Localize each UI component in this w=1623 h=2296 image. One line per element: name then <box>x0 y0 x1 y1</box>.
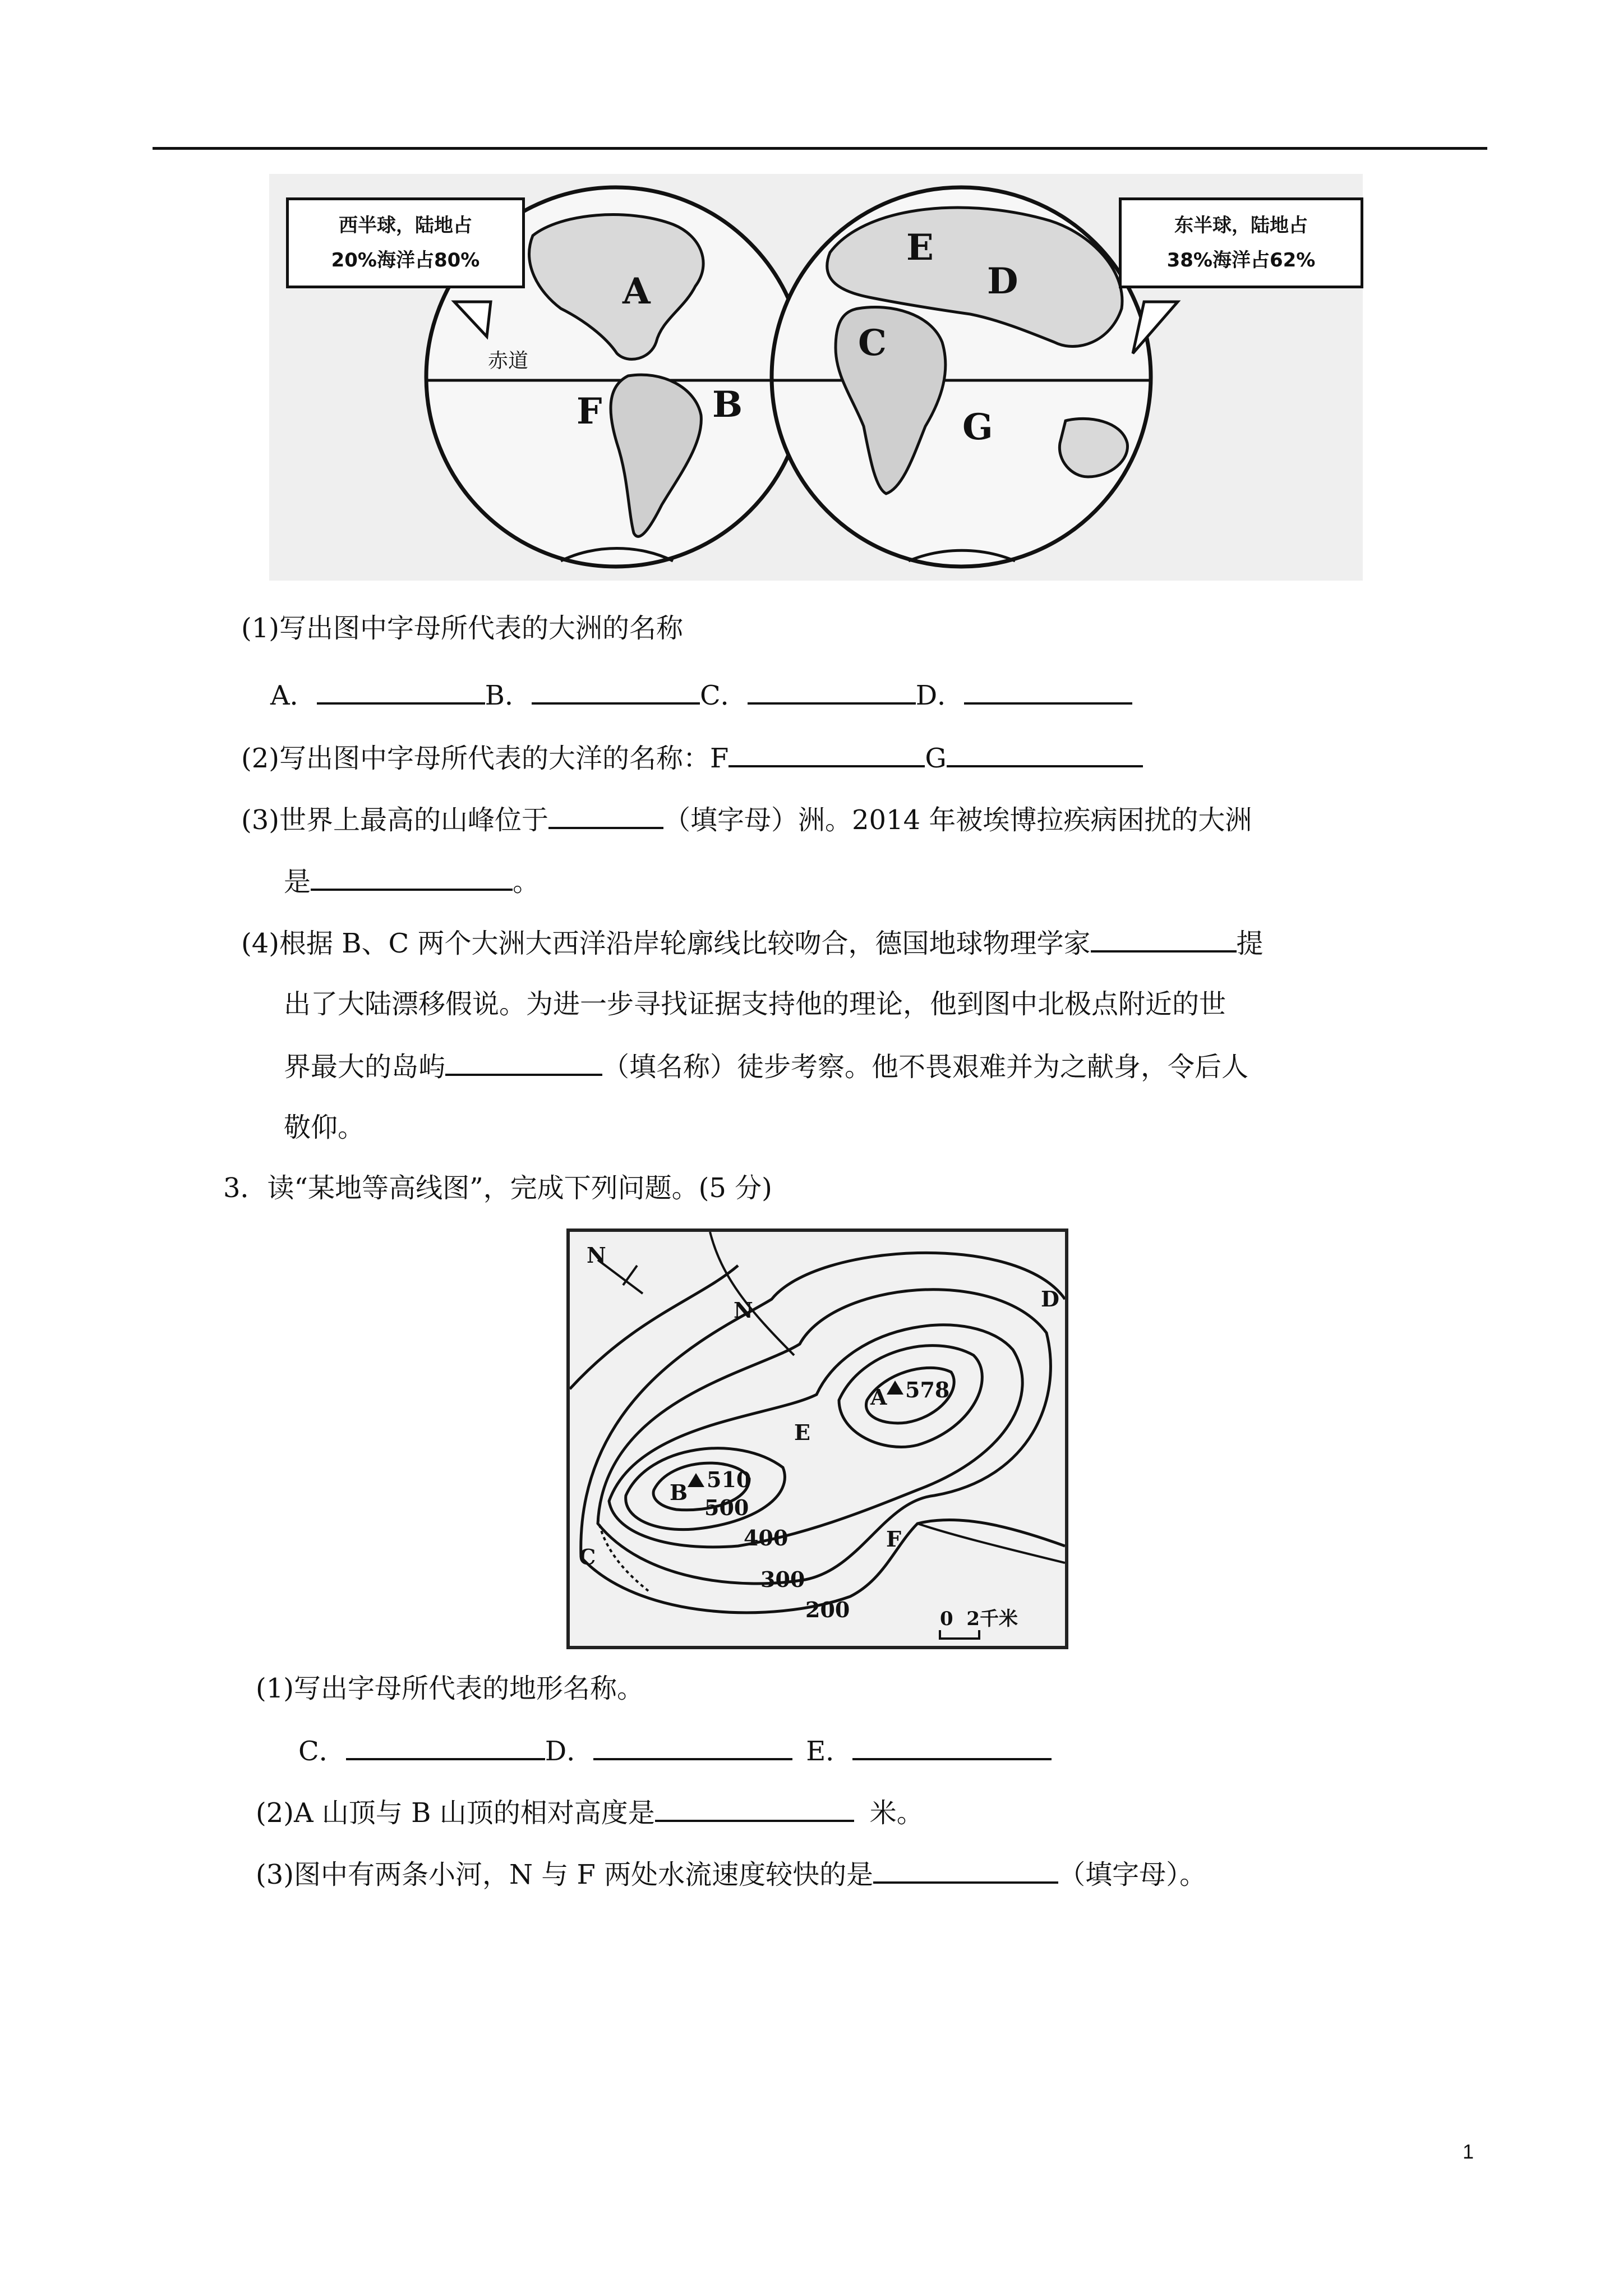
label-e-terrain: E． <box>806 1736 853 1767</box>
answer-blank-terrain-c[interactable] <box>346 1733 545 1760</box>
q3-title: 3．读“某地等高线图”，完成下列问题。(5 分) <box>223 1172 772 1204</box>
contour-label-400: 400 <box>744 1525 789 1550</box>
point-b-label: B <box>670 1480 688 1505</box>
map-letter-f: F <box>577 390 602 432</box>
answer-blank-d[interactable] <box>964 678 1132 705</box>
map-letter-c: C <box>858 322 887 364</box>
point-f-label: F <box>886 1526 901 1552</box>
q3-part3-row <box>256 1857 1206 1892</box>
point-n-label: N <box>734 1297 753 1323</box>
q2-part3-row-1 <box>241 802 1252 837</box>
q2-part2-row <box>241 740 1143 775</box>
page-number: 1 <box>1463 2140 1474 2163</box>
label-d: D． <box>915 680 965 711</box>
map-letter-b: B <box>712 384 743 426</box>
map-letter-g: G <box>962 406 993 448</box>
contour-label-200: 200 <box>805 1597 850 1622</box>
contour-label-300: 300 <box>760 1567 805 1592</box>
east-callout-line-1: 东半球，陆地占 <box>1174 214 1308 237</box>
q2-part3-text-c: 是 <box>284 866 311 898</box>
q3-part2-text-b: 米。 <box>869 1797 924 1829</box>
west-callout-line-2: 20%海洋占80% <box>331 249 480 272</box>
west-hemisphere-callout <box>286 197 525 288</box>
contour-map-drawing <box>570 1232 1065 1646</box>
map-letter-d: D <box>987 260 1018 302</box>
peak-b-marker <box>688 1473 704 1487</box>
q2-part4-text-a: (4)根据 B、C 两个大洲大西洋沿岸轮廓线比较吻合，德国地球物理学家 <box>241 928 1091 959</box>
peak-b-elevation: 510 <box>707 1467 751 1492</box>
north-label: N <box>587 1243 606 1268</box>
label-c-terrain: C． <box>298 1736 346 1767</box>
q3-part3-text-b: （填字母）。 <box>1058 1859 1207 1890</box>
answer-blank-ebola-continent[interactable] <box>311 864 513 891</box>
answer-blank-b[interactable] <box>532 678 700 705</box>
q3-part1-blanks-row <box>298 1733 1052 1768</box>
point-c-label: C <box>579 1544 596 1570</box>
answer-blank-c[interactable] <box>748 678 916 705</box>
label-d-terrain: D． <box>545 1736 594 1767</box>
hemisphere-map-figure <box>269 174 1363 581</box>
q2-part4-row-3 <box>284 1049 1248 1084</box>
q2-part3-text-b: （填字母）洲。2014 年被埃博拉疾病困扰的大洲 <box>663 804 1252 836</box>
river-n <box>710 1232 794 1355</box>
label-b: B． <box>485 680 532 711</box>
map-letter-a: A <box>623 270 651 312</box>
contour-300 <box>598 1290 1050 1584</box>
peak-a-marker <box>887 1381 903 1395</box>
scale-label: 0 2千米 <box>940 1608 1018 1630</box>
label-c: C． <box>699 680 748 711</box>
q3-part2-row <box>256 1795 924 1830</box>
map-letter-e: E <box>906 227 934 269</box>
q2-part3-text-a: (3)世界上最高的山峰位于 <box>241 804 548 836</box>
q2-part1-blanks-row <box>270 678 1132 712</box>
scale-bar <box>940 1630 979 1639</box>
q2-part4-row-1 <box>241 926 1264 960</box>
point-a-label: A <box>870 1384 887 1410</box>
west-callout-line-1: 西半球，陆地占 <box>339 214 472 237</box>
header-rule <box>153 147 1487 150</box>
q2-part3-text-d: 。 <box>513 866 540 898</box>
q2-part3-row-2 <box>284 864 540 899</box>
answer-blank-a[interactable] <box>317 678 485 705</box>
answer-blank-f[interactable] <box>728 740 925 767</box>
q2-part2-prompt: (2)写出图中字母所代表的大洋的名称：F <box>241 743 729 774</box>
label-a: A． <box>270 680 317 711</box>
answer-blank-largest-island[interactable] <box>445 1049 602 1076</box>
q2-part1-prompt: (1)写出图中字母所代表的大洲的名称 <box>241 613 683 644</box>
contour-outer-top <box>570 1266 738 1389</box>
cliff-c <box>598 1518 648 1591</box>
equator-label: 赤道 <box>488 349 529 372</box>
q2-part4-text-d: （填名称）徒步考察。他不畏艰难并为之献身，令后人 <box>602 1051 1249 1083</box>
q3-part2-text-a: (2)A 山顶与 B 山顶的相对高度是 <box>256 1797 655 1829</box>
q2-part4-row-4: 敬仰。 <box>284 1112 365 1143</box>
point-d-label: D <box>1041 1286 1059 1312</box>
answer-blank-highest-peak[interactable] <box>548 802 663 829</box>
answer-blank-geophysicist[interactable] <box>1091 926 1237 953</box>
q2-part4-text-c: 界最大的岛屿 <box>284 1051 446 1083</box>
contour-map-figure <box>566 1228 1068 1649</box>
contour-label-500: 500 <box>704 1495 749 1520</box>
peak-a-elevation: 578 <box>905 1377 950 1402</box>
east-hemisphere-callout <box>1119 197 1363 288</box>
contour-400 <box>609 1325 1022 1550</box>
answer-blank-faster-river[interactable] <box>873 1857 1058 1884</box>
label-g: G <box>925 743 947 774</box>
q2-part4-row-2: 出了大陆漂移假说。为进一步寻找证据支持他的理论，他到图中北极点附近的世 <box>284 988 1227 1020</box>
answer-blank-relative-height[interactable] <box>655 1795 854 1822</box>
answer-blank-g[interactable] <box>947 740 1143 767</box>
river-f <box>917 1524 1065 1563</box>
east-callout-line-2: 38%海洋占62% <box>1166 249 1316 272</box>
q3-part3-text-a: (3)图中有两条小河，N 与 F 两处水流速度较快的是 <box>256 1859 874 1890</box>
north-arrow-tick <box>623 1266 637 1285</box>
point-e-label: E <box>794 1420 810 1445</box>
q2-part4-text-b: 提 <box>1236 928 1264 959</box>
answer-blank-terrain-e[interactable] <box>852 1733 1052 1760</box>
answer-blank-terrain-d[interactable] <box>593 1733 792 1760</box>
q3-part1-prompt: (1)写出字母所代表的地形名称。 <box>256 1673 644 1704</box>
